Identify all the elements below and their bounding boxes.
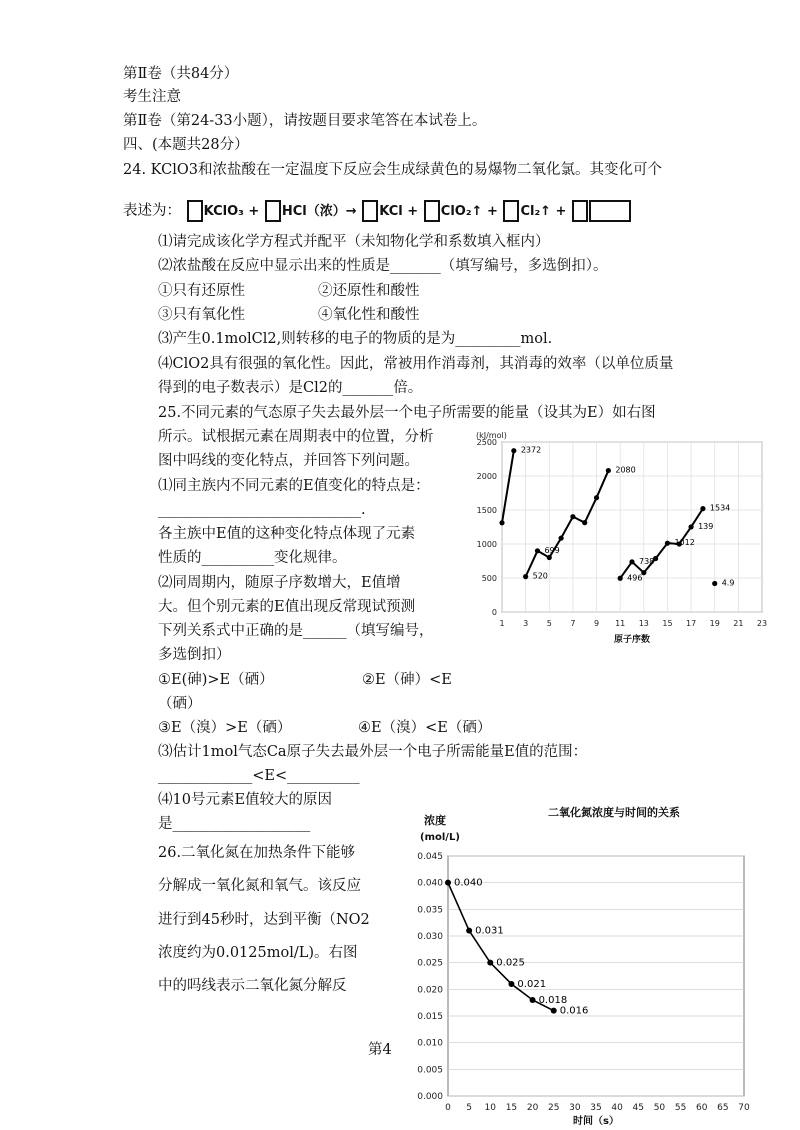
q24-opt4: ④氧化性和酸性 [318,307,420,323]
eq-term-1: KClO₃ + [203,204,260,219]
q25-part1-cont: 各主族中E值的这种变化特点体现了元素 [158,526,416,542]
plot-frame [448,856,744,1096]
series-line [448,883,554,1011]
q25-stem: 25.不同元素的气态原子失去最外层一个电子所需要的能量（设其为E）如右图 [158,405,656,421]
x-tick-label: 23 [756,619,768,628]
y-tick-label: 1500 [476,506,497,515]
x-tick-label: 25 [547,1103,560,1113]
q25-part3-blank: _____________<E<__________ [158,768,360,784]
data-point [530,997,536,1003]
q24-opt1: ①只有还原性 [158,283,245,299]
x-tick-label: 45 [632,1103,645,1113]
x-tick-label: 60 [695,1103,708,1113]
data-point [712,581,717,586]
data-label: 0.040 [454,877,483,889]
y-tick-label: 0.015 [417,1012,443,1022]
data-point [499,520,504,525]
q24-equation-line [123,199,631,224]
x-tick-label: 1 [499,619,505,628]
q26-stem: 26.二氧化氮在加热条件下能够 [158,845,356,861]
q26-stem-5: 中的吗线表示二氧化氮分解反 [158,978,347,994]
q25-part3: ⑶估计1mol气态Ca原子失去最外层一个电子所需能量E值的范围： [158,744,588,760]
data-label: 496 [627,573,643,583]
q25-opt3: ③E（溴）>E（硒） [158,720,292,736]
page-number: 第4 [368,1042,392,1058]
x-tick-label: 13 [638,619,649,628]
x-tick-label: 19 [709,619,720,628]
data-point [535,548,540,553]
equation-lead: 表述为： [123,203,181,219]
x-tick-label: 15 [505,1103,518,1113]
part-heading: 四、(本题共28分） [123,137,249,153]
y-tick-label: 0.030 [417,932,443,942]
q25-part1-cont2: 性质的__________变化规律。 [158,550,347,566]
q26-stem-4: 浓度约为0.0125mol/L)。右图 [158,945,358,961]
eq-term-2: HCl（浓）→ [281,204,357,219]
data-label: 0.018 [538,995,568,1006]
q25-opt2: ②E（砷）<E [362,672,452,688]
y-axis-unit: (kJ/mol) [476,432,507,440]
y-tick-label: 2500 [476,438,497,447]
q24-part4-cont: 得到的电子数表示）是Cl2的_______倍。 [158,380,423,396]
ionization-energy-chart [462,432,772,657]
x-tick-label: 10 [484,1103,497,1113]
q24-opt3: ③只有氧化性 [158,307,245,323]
data-label: 699 [544,545,560,555]
y-tick-label: 0.005 [417,1065,443,1076]
data-label: 1534 [709,503,731,513]
data-label: 0.021 [517,979,547,990]
q24-part1: ⑴请完成该化学方程式并配平（未知物化学和系数填入框内） [158,234,550,250]
data-point [547,555,552,560]
q25-stem-2: 所示。试根据元素在周期表中的位置，分析 [158,429,434,445]
q25-opt4: ④E（溴）<E（硒） [358,720,492,736]
q25-part2-cont2: 下列关系式中正确的是______（填写编号， [158,623,434,639]
data-label: 0.016 [559,1005,589,1017]
x-tick-label: 50 [653,1103,666,1113]
section-title: 第Ⅱ卷（共84分） [123,66,239,82]
data-point [511,448,516,453]
y-tick-label: 0.035 [417,905,443,916]
y-tick-label: 0.010 [417,1038,443,1049]
x-tick-label: 40 [611,1103,623,1113]
q25-part1: ⑴同主族内不同元素的E值变化的特点是： [158,478,430,494]
chart-title: 二氧化氮浓度与时间的关系 [548,806,680,819]
q25-opt2-cont: （硒） [158,696,202,712]
y-tick-label: 0.045 [417,852,443,862]
q25-stem-3: 图中吗线的变化特点，并回答下列问题。 [158,453,419,469]
data-label: 738 [639,556,655,566]
notice-text: 第Ⅱ卷（第24-33小题），请按题目要求笔答在本试卷上。 [123,113,487,129]
x-tick-label: 30 [569,1103,581,1113]
q26-stem-2: 分解成一氧化氮和氧气。该反应 [158,878,361,894]
x-tick-label: 65 [717,1103,729,1113]
data-point [665,541,670,546]
x-tick-label: 5 [466,1103,473,1113]
x-axis-title: 原子序数 [613,635,651,645]
eq-term-4: ClO₂↑ + [440,204,498,219]
unknown-box[interactable] [589,200,631,222]
coef-box-5[interactable] [503,200,519,222]
data-label: 0.025 [496,957,525,969]
x-tick-label: 20 [526,1103,539,1113]
y-tick-label: 2000 [476,472,497,481]
data-point [570,514,575,519]
y-tick-label: 0.000 [417,1092,443,1102]
y-tick-label: 0.040 [417,878,443,889]
coef-box-6[interactable] [572,200,588,222]
y-tick-label: 0.020 [417,985,443,996]
data-point [508,981,514,987]
eq-term-3: KCl + [379,204,419,219]
coef-box-3[interactable] [362,200,378,222]
x-tick-label: 17 [685,619,697,628]
q24-part2: ⑵浓盐酸在反应中显示出来的性质是_______（填写编号，多选倒扣）。 [158,258,608,274]
series-line [526,471,609,577]
x-tick-label: 55 [674,1103,687,1113]
data-label: 1012 [674,538,695,548]
data-point [466,928,472,934]
x-tick-label: 11 [615,619,626,628]
data-label: 2080 [615,465,636,475]
no2-concentration-chart [398,800,766,1128]
coef-box-2[interactable] [265,200,281,222]
q26-stem-3: 进行到45秒时，达到平衡（NO2 [158,912,370,928]
x-tick-label: 3 [523,619,529,628]
q25-opt1: ①E(砷)>E（硒） [158,672,274,688]
q25-part4-blank: 是___________________ [158,816,311,832]
data-point [558,536,563,541]
data-label: 2372 [520,445,542,455]
x-tick-label: 21 [733,619,744,628]
q25-part2-cont3: 多选倒扣） [158,647,231,663]
y-tick-label: 0 [491,608,497,617]
data-point [523,574,528,579]
data-label: 4.9 [721,578,735,588]
series-line [502,451,514,523]
y-axis-title: 浓度 [424,814,446,827]
q25-part2: ⑵同周期内，随原子序数增大，E值增 [158,575,401,591]
x-tick-label: 5 [546,619,552,628]
x-tick-label: 0 [445,1103,451,1113]
eq-term-5: Cl₂↑ + [520,204,567,219]
y-axis-unit: (mol/L) [420,832,460,843]
data-point [594,495,599,500]
q24-opt2: ②还原性和酸性 [318,283,420,299]
data-point [618,576,623,581]
data-point [551,1008,557,1014]
data-label: 139 [698,521,714,531]
data-point [700,506,705,511]
data-label: 520 [532,571,548,581]
data-label: 0.031 [475,925,504,937]
q25-part2-cont: 大。但个别元素的E值出现反常现试预测 [158,599,416,615]
x-tick-label: 70 [738,1103,750,1113]
q25-part4: ⑷10号元素E值较大的原因 [158,792,333,808]
y-tick-label: 500 [481,574,497,583]
data-point [445,880,451,886]
data-point [582,520,587,525]
coef-box-4[interactable] [424,200,440,222]
y-tick-label: 0.025 [417,958,443,969]
q25-part1-blank: ____________________________. [158,502,366,518]
coef-box-1[interactable] [187,200,203,222]
notice-heading: 考生注意 [123,89,181,105]
data-point [629,559,634,564]
x-tick-label: 15 [662,619,673,628]
data-point [487,960,493,966]
x-tick-label: 35 [590,1103,602,1113]
q24-part4: ⑷ClO2具有很强的氧化性。因此，常被用作消毒剂，其消毒的效率（以单位质量 [158,356,674,372]
data-point [688,524,693,529]
x-tick-label: 9 [593,619,600,628]
x-tick-label: 7 [570,619,576,628]
x-axis-title: 时间（s） [573,1116,619,1127]
y-tick-label: 1000 [476,540,497,549]
q24-stem: 24. KClO3和浓盐酸在一定温度下反应会生成绿黄色的易爆物二氧化氯。其变化可个 [123,162,662,178]
data-point [606,468,611,473]
q24-part3: ⑶产生0.1molCl2,则转移的电子的物质的是为_________mol. [158,331,553,347]
